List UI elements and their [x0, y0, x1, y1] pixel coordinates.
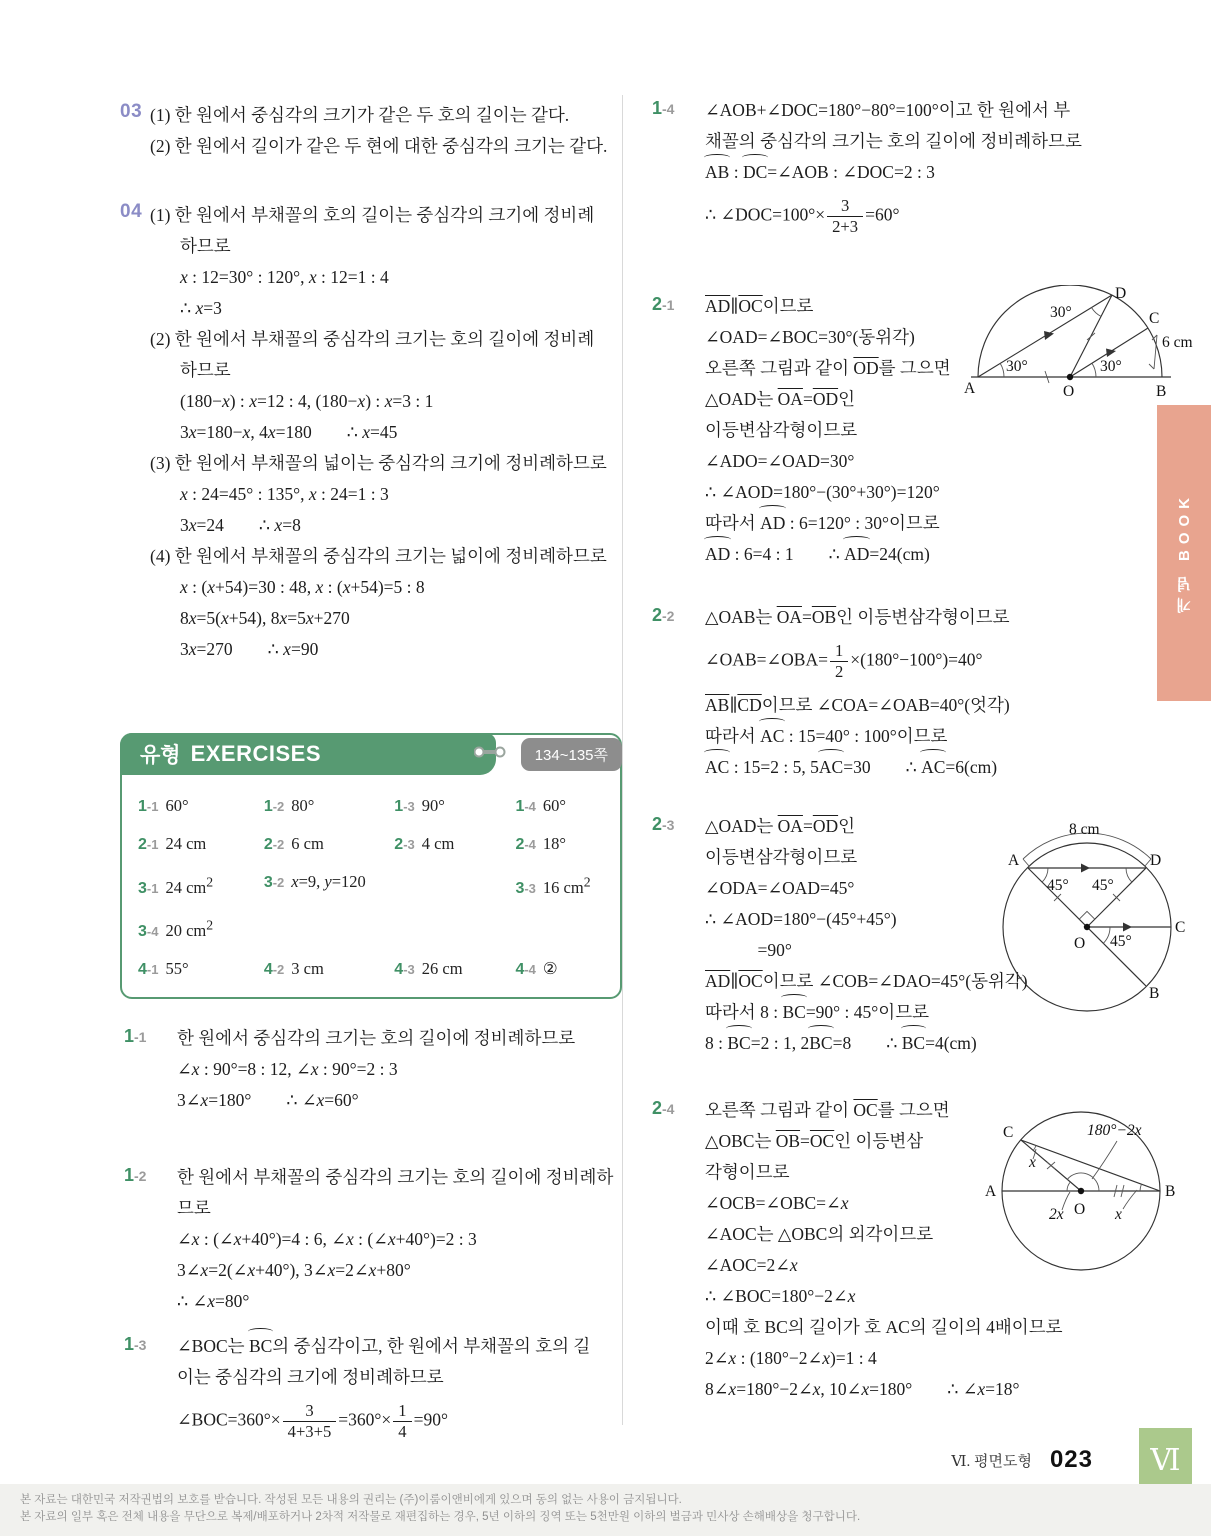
solution-1-1: 1-1 한 원에서 중심각의 크기는 호의 길이에 정비례하므로 ∠x : 90°=8 : 12, ∠x : 90°=2 : 3 3∠x=180° ∴ ∠x=60° — [120, 1023, 622, 1116]
text-line: ∠AOB+∠DOC=180°−80°=100°이고 한 원에서 부 — [705, 100, 1071, 120]
text-line: ∴ ∠x=80° — [177, 1291, 250, 1311]
text-line: 한 원에서 중심각의 크기는 호의 길이에 정비례하므로 — [177, 1028, 576, 1048]
solution-1-1-body — [177, 1023, 622, 1116]
text-line: △OAD는 $\overline{OA}=\overline{OD}$인 — [705, 388, 855, 409]
text-line: △OBC는 $\overline{OB}=\overline{OC}$인 이등변삼 — [705, 1130, 924, 1151]
text-line: 므로 — [177, 1198, 211, 1218]
text-line: ∠BOC는 BC의 중심각이고, 한 원에서 부채꼴의 호의 길 — [177, 1331, 622, 1362]
diagram-marks — [1033, 1141, 1142, 1210]
answer-item: 1-2 80° — [263, 796, 315, 815]
answer-item: 4-1 55° — [138, 959, 189, 978]
problem-03-body — [150, 100, 622, 162]
label-D: D — [1150, 851, 1162, 869]
copyright-line-1: 본 자료는 대한민국 저작권법의 보호를 받습니다. 작성된 모든 내용의 권리는 (주)이룸이앤비에게 있으며 동의 없는 사용이 금지됩니다. — [20, 1494, 682, 1506]
parallel-mark-oc — [1106, 348, 1116, 357]
text-line: AC : 15=2 : 5, 5AC=30 ∴ AC=6(cm) — [705, 752, 1130, 783]
text-line: 8 : BC=2 : 1, 2BC=8 ∴ BC=4(cm) — [705, 1028, 1130, 1059]
column-divider — [622, 95, 623, 1425]
text-line: △OAD는 $\overline{OA}=\overline{OD}$인 — [705, 815, 855, 836]
circle-diagram-2-3 — [977, 817, 1202, 1027]
problem-number: 03 — [120, 101, 143, 122]
label-A: A — [985, 1182, 997, 1200]
text-line: ∠OAD=∠BOC=30°(동위각) — [705, 326, 915, 347]
text-line: ∴ ∠DOC=100°× $\frac{3}{2+3}$ =60° — [705, 196, 900, 236]
text-line: ∴ ∠AOD=180°−(30°+30°)=120° — [705, 481, 940, 502]
copyright-line-2: 본 자료의 일부 혹은 전체 내용을 무단으로 복제/배포하거나 2차적 저작물로 재편집하는 경우, 5년 이하의 징역 또는 5천만원 이하의 벌금과 민사상 손해배상을 청구합니다. — [20, 1511, 861, 1523]
solution-2-2-body — [705, 602, 1130, 783]
angle-O: 30° — [1100, 357, 1122, 375]
solution-2-1: 2-1 A O B D C 30° 30° 30° 6 cm $\overline{AD}\parallel\overline{OC}$이므로 ∠OAD=∠BOC=30°(동위각) 오른쪽 그림과 같이 $\overline{OD}$를 그으면 △OAD는 $\overline{OA}=\overline{OD}$인 이등변삼각형이므로 ∠ADO=∠OAD=30° ∴ ∠AOD=180°−(30°+30°)=120° 따라서 AD : 6=120° : 30°이므로 AD : 6=4 : 1 ∴ AD=24(cm) — [648, 291, 1130, 570]
text-line: (1) 한 원에서 부채꼴의 호의 길이는 중심각의 크기에 정비례 — [150, 205, 595, 225]
circle-diagram-2-4 — [967, 1097, 1192, 1287]
text-line: 3∠x=180° ∴ ∠x=60° — [177, 1090, 359, 1110]
answer-item: 3-4 20 $cm^2$ — [138, 917, 214, 940]
angle-D: 45° — [1092, 876, 1114, 894]
parallel-mark-oc — [1123, 922, 1132, 931]
center-point — [1067, 374, 1073, 380]
text-line: ∠OAB=∠OBA= $\frac{1}{2}$ ×(180°−100°)=40° — [705, 640, 983, 681]
text-line: ∠x : 90°=8 : 12, ∠x : 90°=2 : 3 — [177, 1059, 398, 1079]
answer-item: 2-2 6 cm — [263, 834, 324, 853]
problem-04 — [120, 200, 622, 665]
footer-chapter-title: Ⅵ. 평면도형 — [951, 1453, 1032, 1470]
text-line: ∠AOC는 △OBC의 외각이므로 — [705, 1223, 934, 1244]
angle-O: 45° — [1110, 932, 1132, 950]
answer-item: 4-4 ② — [515, 959, 558, 978]
solution-label: 1 — [124, 1165, 135, 1185]
page-reference-badge: 134~135쪽 — [521, 738, 622, 771]
solution-1-2-body — [177, 1162, 622, 1317]
label-A: A — [964, 379, 976, 397]
exercises-header — [120, 733, 496, 775]
footer-meta — [951, 1446, 1093, 1474]
solution-label: 2 — [652, 604, 663, 625]
solution-1-4: 1-4 ∠AOB+∠DOC=180°−80°=100°이고 한 원에서 부 채꼴의 중심각의 크기는 호의 길이에 정비례하므로 AB : DC=∠AOB : ∠DOC=2 : 3 ∴ ∠DOC=100°× $\frac{3}{2+3}$ =60° — [648, 95, 1130, 245]
problem-04-body — [150, 200, 622, 665]
text-line: (2) 한 원에서 길이가 같은 두 현에 대한 중심각의 크기는 같다. — [150, 136, 608, 156]
solution-2-4: 2-4 C A B O 180°−2x x 2x x 오른쪽 그림과 같이 $\overline{OC}$를 그으면 △OBC는 $\overline{OB}=\overline{OC}$인 이등변삼 각형이므로 ∠OCB=∠OBC=∠x ∠AOC는 △OBC의 외각이므로 ∠AOC=2∠x ∴ ∠BOC=180°−2∠x 이때 호 BC의 길이가 호 AC의 길이의 4배이므로 2∠x : (180°−2∠x)=1 : 4 8∠x=180°−2∠x, 10∠x=180° ∴ ∠x=18° — [648, 1095, 1130, 1405]
label-O: O — [1063, 382, 1075, 400]
label-C: C — [1175, 918, 1186, 936]
center-point — [1084, 924, 1090, 930]
exercises-title-english: EXERCISES — [190, 741, 322, 766]
center-point — [1078, 1188, 1084, 1194]
solution-label: 1 — [652, 98, 663, 118]
text-line: 한 원에서 부채꼴의 중심각의 크기는 호의 길이에 정비례하 — [177, 1167, 614, 1187]
text-line: ∠AOC=2∠x — [705, 1254, 798, 1275]
text-line: (180−x) : x=12 : 4, (180−x) : x=3 : 1 — [180, 391, 434, 411]
text-line: 따라서 AC : 15=40° : 100°이므로 — [705, 721, 1130, 752]
semicircle-diagram — [962, 285, 1202, 400]
solution-2-3: 2-3 A D C B O 45° 45° 45° 8 cm △OAD는 $\overline{OA}=\overline{OD}$인 이등변삼각형이므로 ∠ODA=∠OAD=45° ∴ ∠AOD=180°−(45°+45°) =90° $\overline{AD}\parallel\overline{OC}$이므로 ∠COB=∠DAO=45°(동위각) 따라서 8 : BC=90° : 45°이므로 8 : BC=2 : 1, 2BC=8 ∴ BC=4(cm) — [648, 811, 1130, 1059]
text-line: 따라서 AD : 6=120° : 30°이므로 — [705, 508, 1130, 539]
answer-item: 2-4 18° — [515, 834, 567, 853]
answer-item: 4-2 3 cm — [263, 959, 324, 978]
side-tab-label: 개념 BOOK — [1175, 492, 1193, 614]
text-line: 이등변삼각형이므로 — [705, 419, 858, 440]
text-line: 8x=5(x+54), 8x=5x+270 — [180, 608, 350, 628]
diagram-geometry — [971, 285, 1171, 377]
answer-item: 1-3 90° — [394, 796, 445, 815]
text-line: $\overline{AD}\parallel\overline{OC}$이므로 — [705, 295, 814, 316]
text-line: ∠BOC=360°× $\frac{3}{4+3+5}$ =360°× $\frac{1}{4}$ =90° — [177, 1401, 448, 1441]
label-C: C — [1003, 1123, 1014, 1141]
solution-label: 2 — [652, 293, 663, 314]
text-line: ∠ADO=∠OAD=30° — [705, 450, 855, 471]
answer-item: 1-1 60° — [138, 796, 189, 815]
answers-grid — [138, 789, 604, 987]
link-icon — [474, 745, 506, 759]
label-B: B — [1149, 984, 1160, 1002]
text-line: x : 24=45° : 135°, x : 24=1 : 3 — [180, 484, 389, 504]
angle-A: 30° — [1006, 357, 1028, 375]
text-line: ∴ x=3 — [180, 298, 222, 318]
label-D: D — [1115, 284, 1127, 302]
text-line: 8∠x=180°−2∠x, 10∠x=180° ∴ ∠x=18° — [705, 1378, 1020, 1399]
text-line: 오른쪽 그림과 같이 $\overline{OC}$를 그으면 — [705, 1099, 950, 1120]
solution-label: 1 — [124, 1026, 135, 1046]
text-line: 하므로 — [180, 360, 231, 380]
answer-item: 2-1 24 cm — [138, 834, 207, 853]
text-line: ∠x : (∠x+40°)=4 : 6, ∠x : (∠x+40°)=2 : 3 — [177, 1229, 477, 1249]
label-C: C — [1149, 309, 1160, 327]
text-line: 하므로 — [180, 236, 231, 256]
solution-label: 2 — [652, 813, 663, 834]
answer-item: 3-1 24 $cm^2$ — [138, 874, 214, 897]
text-line: 이는 중심각의 크기에 정비례하므로 — [177, 1367, 444, 1387]
problem-number: 04 — [120, 201, 143, 222]
text-line: (3) 한 원에서 부채꼴의 넓이는 중심각의 크기에 정비례하므로 — [150, 453, 607, 473]
text-line: AB : DC=∠AOB : ∠DOC=2 : 3 — [705, 157, 1130, 188]
text-line: =90° — [705, 939, 792, 960]
solution-label: 1 — [124, 1334, 135, 1354]
text-line: ∠ODA=∠OAD=45° — [705, 877, 855, 898]
chord-length-label: 8 cm — [1069, 820, 1100, 838]
text-line: △OAB는 $\overline{OA}=\overline{OB}$인 이등변삼각형이므로 — [705, 606, 1010, 627]
label-A: A — [1008, 851, 1020, 869]
answer-item: 3-3 16 $cm^2$ — [515, 874, 591, 897]
angle-D: 30° — [1050, 303, 1072, 321]
problem-03 — [120, 100, 622, 162]
copyright-strip — [0, 1484, 1211, 1536]
text-line: ∴ ∠AOD=180°−(45°+45°) — [705, 908, 897, 929]
footer-page-number: 023 — [1049, 1446, 1093, 1473]
text-line: (4) 한 원에서 부채꼴의 중심각의 크기는 넓이에 정비례하므로 — [150, 546, 607, 566]
text-line: x : (x+54)=30 : 48, x : (x+54)=5 : 8 — [180, 577, 425, 597]
exercises-answer-box — [120, 733, 622, 999]
solution-1-3: 1-3 ∠BOC는 BC의 중심각이고, 한 원에서 부채꼴의 호의 길 이는 중심각의 크기에 정비례하므로 ∠BOC=360°× $\frac{3}{4+3+5}$ =360°× $\frac{1}{4}$ =90° — [120, 1331, 622, 1450]
text-line: 각형이므로 — [705, 1161, 790, 1182]
angle-aoc-label: 2x — [1049, 1205, 1064, 1223]
text-line: 따라서 8 : BC=90° : 45°이므로 — [705, 997, 1130, 1028]
solution-1-3-body — [177, 1331, 622, 1450]
text-line: AD : 6=4 : 1 ∴ AD=24(cm) — [705, 539, 1130, 570]
answer-item: 4-3 26 cm — [394, 959, 463, 978]
parallel-mark-ad — [1081, 863, 1090, 872]
arc-length-label: 6 cm — [1162, 333, 1193, 351]
exercises-title-korean: 유형 — [140, 744, 181, 767]
label-B: B — [1156, 382, 1167, 400]
label-O: O — [1074, 1200, 1086, 1218]
angle-A: 45° — [1047, 876, 1069, 894]
text-line: ∴ ∠BOC=180°−2∠x — [705, 1285, 856, 1306]
angle-boc-label: 180°−2x — [1087, 1121, 1142, 1139]
chapter-tab-label: Ⅵ — [1150, 1443, 1181, 1477]
angle-b-label: x — [1115, 1205, 1122, 1223]
concept-book-side-tab — [1157, 405, 1211, 701]
label-B: B — [1165, 1182, 1176, 1200]
text-line: 채꼴의 중심각의 크기는 호의 길이에 정비례하므로 — [705, 131, 1082, 151]
text-line: 2∠x : (180°−2∠x)=1 : 4 — [705, 1347, 877, 1368]
answer-item: 1-4 60° — [515, 796, 567, 815]
text-line: 이등변삼각형이므로 — [705, 846, 858, 867]
solution-2-2: 2-2 △OAB는 $\overline{OA}=\overline{OB}$인 이등변삼각형이므로 ∠OAB=∠OBA= $\frac{1}{2}$ ×(180°−100°)=40° $\overline{AB}\parallel\overline{CD}$이므로 ∠COA=∠OAB=40°(엇각) 따라서 AC : 15=40° : 100°이므로 AC : 15=2 : 5, 5AC=30 ∴ AC=6(cm) — [648, 602, 1130, 783]
text-line: $\overline{AD}\parallel\overline{OC}$이므로 ∠COB=∠DAO=45°(동위각) — [705, 970, 1028, 991]
text-line: $\overline{AB}\parallel\overline{CD}$이므로 ∠COA=∠OAB=40°(엇각) — [705, 694, 1010, 715]
solution-label: 2 — [652, 1097, 663, 1118]
text-line: 오른쪽 그림과 같이 $\overline{OD}$를 그으면 — [705, 357, 951, 378]
label-O: O — [1074, 934, 1086, 952]
text-line: 이때 호 BC의 길이가 호 AC의 길이의 4배이므로 — [705, 1316, 1063, 1337]
text-line: ∠OCB=∠OBC=∠x — [705, 1192, 849, 1213]
solution-1-4-body — [705, 95, 1130, 245]
text-line: 3x=270 ∴ x=90 — [180, 639, 319, 659]
text-line: x : 12=30° : 120°, x : 12=1 : 4 — [180, 267, 389, 287]
text-line: 3x=24 ∴ x=8 — [180, 515, 301, 535]
answer-item: 2-3 4 cm — [394, 834, 455, 853]
answer-item: 3-2 x=9, y=120 — [263, 872, 366, 891]
text-line: (1) 한 원에서 중심각의 크기가 같은 두 호의 길이는 같다. — [150, 105, 570, 125]
text-line: 3∠x=2(∠x+40°), 3∠x=2∠x+80° — [177, 1260, 411, 1280]
chapter-tab — [1139, 1428, 1192, 1492]
text-line: 3x=180−x, 4x=180 ∴ x=45 — [180, 422, 398, 442]
text-line: (2) 한 원에서 부채꼴의 중심각의 크기는 호의 길이에 정비례 — [150, 329, 595, 349]
left-column — [120, 100, 622, 1450]
solution-1-2: 1-2 한 원에서 부채꼴의 중심각의 크기는 호의 길이에 정비례하 므로 ∠x : (∠x+40°)=4 : 6, ∠x : (∠x+40°)=2 : 3 3∠x=2(∠x+40°), 3∠x=2∠x+80° ∴ ∠x=80° — [120, 1162, 622, 1317]
angle-c-label: x — [1029, 1153, 1036, 1171]
parallel-mark-ad — [1044, 331, 1054, 340]
